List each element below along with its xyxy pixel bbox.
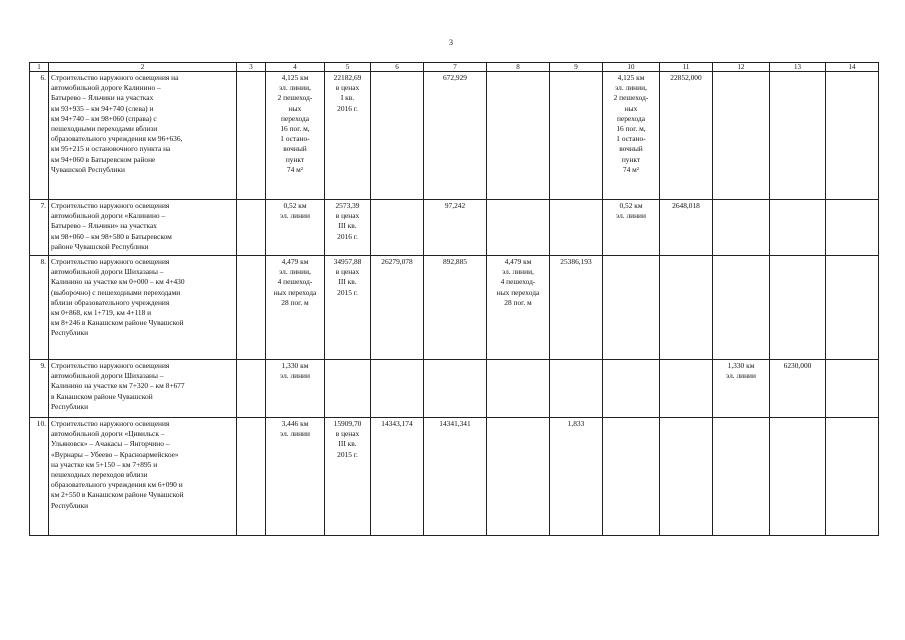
cell-col-14	[826, 360, 879, 418]
cell-capacity: 4,125 км эл. линии, 2 пешеход- ных перехода 16 пог. м, 1 остано- вочный пункт 74 м²	[266, 72, 325, 200]
column-number: 9	[550, 63, 603, 72]
cell-col-8: 4,479 км эл. линии, 4 пешеход- ных перехода 28 пог. м	[487, 256, 550, 360]
cell-col-6: 14343,174	[371, 418, 424, 536]
column-number: 6	[371, 63, 424, 72]
cell-col-11: 22852,000	[660, 72, 713, 200]
cell-col-11: 2648,018	[660, 200, 713, 256]
cell-col-6	[371, 200, 424, 256]
cell-col-13	[770, 200, 826, 256]
cell-estimated-cost: 2573,39 в ценах III кв. 2016 г.	[325, 200, 371, 256]
column-number: 4	[266, 63, 325, 72]
cell-col-6	[371, 360, 424, 418]
column-number: 3	[237, 63, 266, 72]
cell-col-14	[826, 256, 879, 360]
object-name: Строительство наружного освещения автомобильной дороги «Цивильск – Ульяновск» – Ачакасы – Янгорчино – «Вурнары – Убеево – Красноармейское» на участке км 5+150 – км 7+895 и пешеходных переходов вблизи образовательного учреждения км 6+090 и км 2+550 в Канашском районе Чувашской Республики	[49, 418, 237, 536]
cell-estimated-cost: 15909,70 в ценах III кв. 2015 г.	[325, 418, 371, 536]
cell-col-3	[237, 418, 266, 536]
cell-capacity: 0,52 км эл. линии	[266, 200, 325, 256]
cell-col-14	[826, 72, 879, 200]
object-name: Строительство наружного освещения автомобильной дороги «Калинино – Батырево – Яльчики» на участках км 98+060 – км 98+580 в Батыревском районе Чувашской Республики	[49, 200, 237, 256]
cell-col-12	[713, 200, 770, 256]
cell-col-7: 672,929	[424, 72, 487, 200]
cell-col-13: 6230,000	[770, 360, 826, 418]
column-number: 1	[30, 63, 49, 72]
object-name: Строительство наружного освещения автомобильной дороги Шихазаны – Калинино на участке км 7+320 – км 8+677 в Канашском районе Чувашской Республики	[49, 360, 237, 418]
row-number: 7.	[30, 200, 49, 256]
cell-col-14	[826, 200, 879, 256]
column-number: 14	[826, 63, 879, 72]
row-number: 8.	[30, 256, 49, 360]
cell-col-10	[603, 418, 660, 536]
cell-col-7: 14341,341	[424, 418, 487, 536]
cell-col-7: 892,885	[424, 256, 487, 360]
cell-capacity: 4,479 км эл. линии, 4 пешеход- ных перехода 28 пог. м	[266, 256, 325, 360]
column-number: 10	[603, 63, 660, 72]
investment-table	[29, 62, 879, 536]
cell-col-10: 4,125 км эл. линии, 2 пешеход- ных перехода 16 пог. м, 1 остано- вочный пункт 74 м²	[603, 72, 660, 200]
table-row	[30, 72, 879, 200]
column-number: 2	[49, 63, 237, 72]
cell-col-3	[237, 200, 266, 256]
cell-col-3	[237, 256, 266, 360]
cell-col-13	[770, 72, 826, 200]
cell-col-6: 26279,078	[371, 256, 424, 360]
column-number: 13	[770, 63, 826, 72]
cell-col-12	[713, 418, 770, 536]
cell-capacity: 3,446 км эл. линии	[266, 418, 325, 536]
row-number: 9.	[30, 360, 49, 418]
table-row	[30, 200, 879, 256]
cell-col-7	[424, 360, 487, 418]
table-row	[30, 360, 879, 418]
cell-col-12	[713, 256, 770, 360]
cell-col-3	[237, 72, 266, 200]
cell-col-10	[603, 256, 660, 360]
cell-col-7: 97,242	[424, 200, 487, 256]
table-row	[30, 256, 879, 360]
cell-col-9	[550, 72, 603, 200]
cell-col-9	[550, 360, 603, 418]
column-number: 12	[713, 63, 770, 72]
object-name: Строительство наружного освещения автомобильной дороги Шихазаны – Калинино на участке км 0+000 – км 4+430 (выборочно) с пешеходными переходами вблизи образовательного учреждения км 0+868, км 1+719, км 4+118 и км 8+246 в Канашском районе Чувашской Республики	[49, 256, 237, 360]
column-number: 8	[487, 63, 550, 72]
cell-col-8	[487, 360, 550, 418]
cell-col-13	[770, 418, 826, 536]
cell-col-9: 1,833	[550, 418, 603, 536]
cell-col-6	[371, 72, 424, 200]
cell-col-14	[826, 418, 879, 536]
cell-col-9	[550, 200, 603, 256]
column-number: 7	[424, 63, 487, 72]
cell-capacity: 1,330 км эл. линии	[266, 360, 325, 418]
cell-col-10: 0,52 км эл. линии	[603, 200, 660, 256]
column-number: 11	[660, 63, 713, 72]
cell-col-11	[660, 360, 713, 418]
table-row	[30, 418, 879, 536]
cell-col-8	[487, 418, 550, 536]
cell-estimated-cost	[325, 360, 371, 418]
cell-col-10	[603, 360, 660, 418]
cell-col-3	[237, 360, 266, 418]
cell-col-12: 1,330 км эл. линии	[713, 360, 770, 418]
page-number: 3	[449, 38, 453, 47]
cell-estimated-cost: 34957,88 в ценах III кв. 2015 г.	[325, 256, 371, 360]
column-number: 5	[325, 63, 371, 72]
row-number: 10.	[30, 418, 49, 536]
cell-col-13	[770, 256, 826, 360]
cell-col-12	[713, 72, 770, 200]
cell-col-8	[487, 200, 550, 256]
column-number-row	[30, 63, 879, 72]
cell-col-11	[660, 418, 713, 536]
cell-estimated-cost: 22182,69 в ценах I кв. 2016 г.	[325, 72, 371, 200]
row-number: 6.	[30, 72, 49, 200]
cell-col-11	[660, 256, 713, 360]
cell-col-8	[487, 72, 550, 200]
cell-col-9: 25386,193	[550, 256, 603, 360]
object-name: Строительство наружного освещения на автомобильной дороге Калинино – Батырево – Яльчики на участках км 93+935 – км 94+740 (слева) и км 94+740 – км 98+060 (справа) с пешеходными переходами вблизи образовательного учреждения км 96+636, км 95+215 и остановочного пункта на км 94+060 в Батыревском районе Чувашской Республики	[49, 72, 237, 200]
